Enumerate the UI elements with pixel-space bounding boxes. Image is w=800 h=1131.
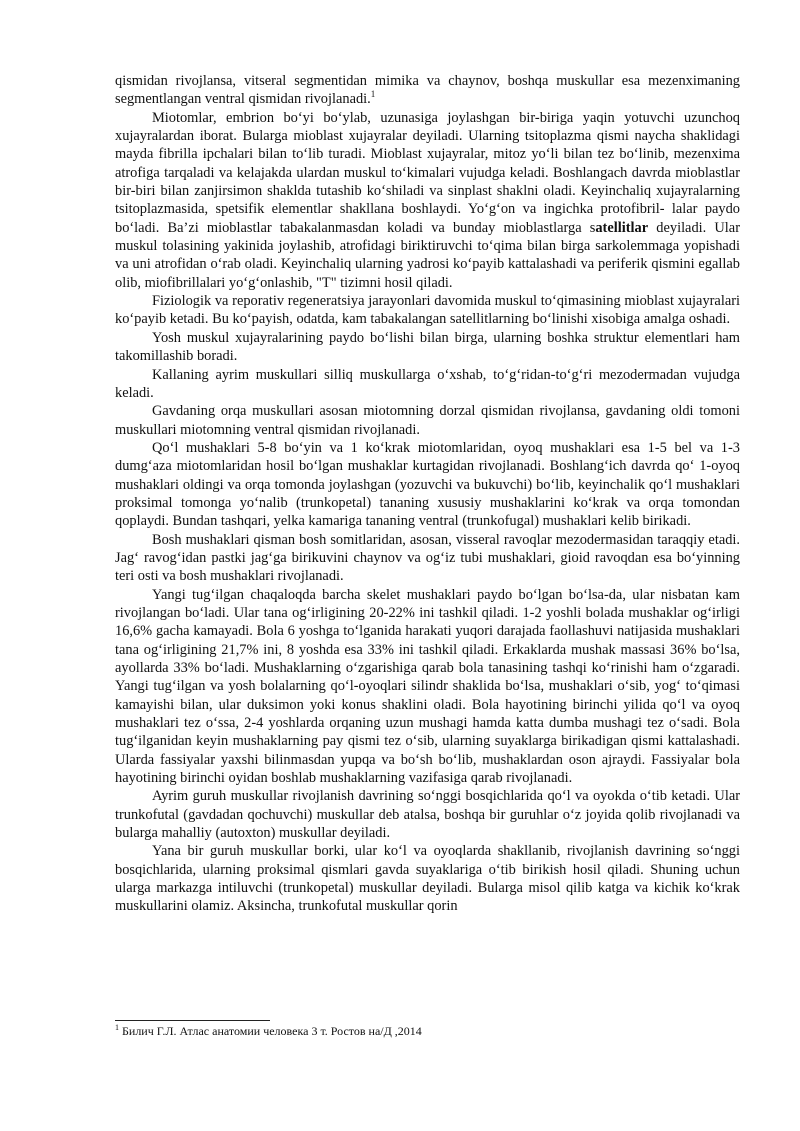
paragraph-trunkofutal: Ayrim guruh muskullar rivojlanish davrining so‘nggi bosqichlarida qo‘l va oyokda o‘tib ketadi. Ular trunkofutal (gavdadan qochuvchi) muskullar deb atalsa, boshqa bir guruhlar o‘z joyida qolib rivojlanadi va bularga mahalliy (autoxton) muskullar deyiladi. (115, 788, 740, 842)
paragraph-text: deyiladi. Ular muskul tolasining yakinida joylashib, atrofidagi biriktiruvchi to‘qima bilan birga sarkolemmaga yopishadi va uni atrofidan o‘rab oladi. Keyinchaliq ularning yadrosi ko‘payib kattalashadi va periferik qismini egallab olib, miofibrillalari yo‘g‘onlashib, "T" tizimni hosil qiladi. (115, 219, 740, 291)
bold-term-satellitlar: atellitlar (595, 219, 649, 236)
paragraph-regeneratsiya: Fiziologik va reporativ regeneratsiya jarayonlari davomida muskul to‘qimasining mioblast xujayralari ko‘payib ketadi. Bu ko‘payish, odatda, kam tabakalangan satellitlarning bo‘linishi xisobiga amalga oshadi. (115, 293, 740, 328)
footnote-marker: 1 (115, 1023, 119, 1032)
footnote-text: Билич Г.Л. Атлас анатомии человека 3 т. Ростов на/Д ,2014 (122, 1024, 422, 1038)
footnote-reference[interactable]: 1 (370, 89, 376, 100)
paragraph-intro (115, 72, 740, 109)
paragraph-yosh-xujayralar: Yosh muskul xujayralarining paydo bo‘lishi bilan birga, ularning boshka struktur elementlari ham takomillashib boradi. (115, 329, 740, 365)
paragraph-trunkopetal: Yana bir guruh muskullar borki, ular ko‘l va oyoqlarda shakllanib, rivojlanish davrining so‘nggi bosqichlarida, ularning proksimal qismlari gavda suyaklariga o‘tib birikish hosil qiladi. Shuning uchun ularga markazga intiluvchi (trunkopetal) muskullar deyiladi. Bularga misol qilib katga va kichik ko‘krak muskullarini olamiz. Aksincha, trunkofutal muskullar qorin (115, 843, 740, 915)
paragraph-chaqaloq: Yangi tug‘ilgan chaqaloqda barcha skelet mushaklari paydo bo‘lgan bo‘lsa-da, ular nisbatan kam rivojlangan bo‘ladi. Ular tana og‘irligining 20-22% ini tashkil qiladi. 1-2 yoshli bolada mushaklar og‘irligi 16,6% gacha kamayadi. Bola 6 yoshga to‘lganida harakati yuqori darajada faollashuvi natijasida mushaklari tana og‘irligining 21,7% ini, 8 yoshda esa 33% ini tashkil qiladi. Erkaklarda mushak massasi 36% bo‘lsa, ayollarda 33% bo‘ladi. Mushaklarning o‘zgarishiga qarab bola tanasining tashqi ko‘rinishi ham o‘zgaradi. Yangi tug‘ilgan va yosh bolalarning qo‘l-oyoqlari silindr shaklida bo‘lsa, mushaklari o‘sib, yog‘ to‘qimasi kamayishi bilan, ular duksimon yoki konus shaklini oladi. Bola hayotining birinchi yilida qo‘l va oyoq mushaklari tez o‘ssa, 2-4 yoshlarda orqaning uzun mushagi hamda katta dumba mushagi tez o‘sadi. Bola tug‘ilganidan keyin mushaklarning pay qismi tez o‘sib, ularning suyaklarga birikadigan qismi kattalashadi. Ularda fassiyalar yaxshi bilinmasdan yupqa va bo‘sh bo‘lib, mushaklardan oson ajraydi. Fassiyalar bola hayotining birinchi oyidan boshlab mushaklarning vazifasiga qarab rivojlanadi. (115, 586, 740, 787)
paragraph-qol-oyoq: Qo‘l mushaklari 5-8 bo‘yin va 1 ko‘krak miotomlaridan, oyoq mushaklari esa 1-5 bel va 1-3 dumg‘aza miotomlaridan hosil bo‘lgan mushaklar kurtagidan rivojlanadi. Boshlang‘ich davrda qo‘ 1-oyoq mushaklari oldingi va orqa tomonda joylashgan (yozuvchi va bukuvchi) bo‘lib, keyinchalik qo‘l mushaklari proksimal tomonga yo‘nalib (trunkopetal) tananing xususiy mushaklarini ko‘krak va orqa tomondan qoplaydi. Bundan tashqari, yelka kamariga tananing ventral (trunkofugal) mushaklari kelib birikadi. (115, 439, 740, 530)
footnote-separator (115, 1020, 270, 1021)
footnote (115, 1024, 422, 1038)
paragraph-bosh-mushaklari: Bosh mushaklari qisman bosh somitlaridan, asosan, visseral ravoqlar mezodermasidan taraqqiy etadi. Jag‘ ravog‘idan pastki jag‘ga birikuvini chaynov va og‘iz tubi mushaklari, gioid ravoqdan esa bo‘yinning teri osti va bosh mushaklari rivojlanadi. (115, 531, 740, 585)
paragraph-kalla-muskullari: Kallaning ayrim muskullari silliq muskullarga o‘xshab, to‘g‘ridan-to‘g‘ri mezodermadan vujudga keladi. (115, 366, 740, 401)
paragraph-text: qismidan rivojlansa, vitseral segmentidan mimika va chaynov, boshqa muskullar esa mezenximaning segmentlangan ventral qismidan rivojlanadi. (115, 73, 740, 108)
paragraph-text: Miotomlar, embrion bo‘yi bo‘ylab, uzunasiga joylashgan bir-biriga yaqin yotuvchi uzunchoq xujayralardan iborat. Bularga mioblast xujayralar deyiladi. Ularning tsitoplazma qismi naycha shaklidagi mayda fibrilla ipchalari bilan to‘lib turadi. Mioblast xujayralar, mitoz yo‘li bilan tez bo‘linib, mezenxima atrofiga tarqaladi va kelajakda ulardan muskul to‘kimalari vujudga keladi. Boshlangach davrda mioblastlar bir-biri bilan zanjirsimon shaklda tutashib ko‘shiladi va sinplast shaklni oladi. Keyinchaliq xujayralarning tsitoplazmasida, spetsifik elementlar shakllana boshlaydi. Yo‘g‘on va ingichka protofibril- lalar paydo bo‘ladi. Ba’zi mioblastlar tabakalanmasdan koladi va bunday mioblastlarga s (115, 109, 740, 236)
paragraph-miotomlar (115, 109, 740, 292)
paragraph-gavda-muskullari: Gavdaning orqa muskullari asosan miotomning dorzal qismidan rivojlansa, gavdaning oldi tomoni muskullari miotomning ventral qismidan rivojlanadi. (115, 403, 740, 438)
